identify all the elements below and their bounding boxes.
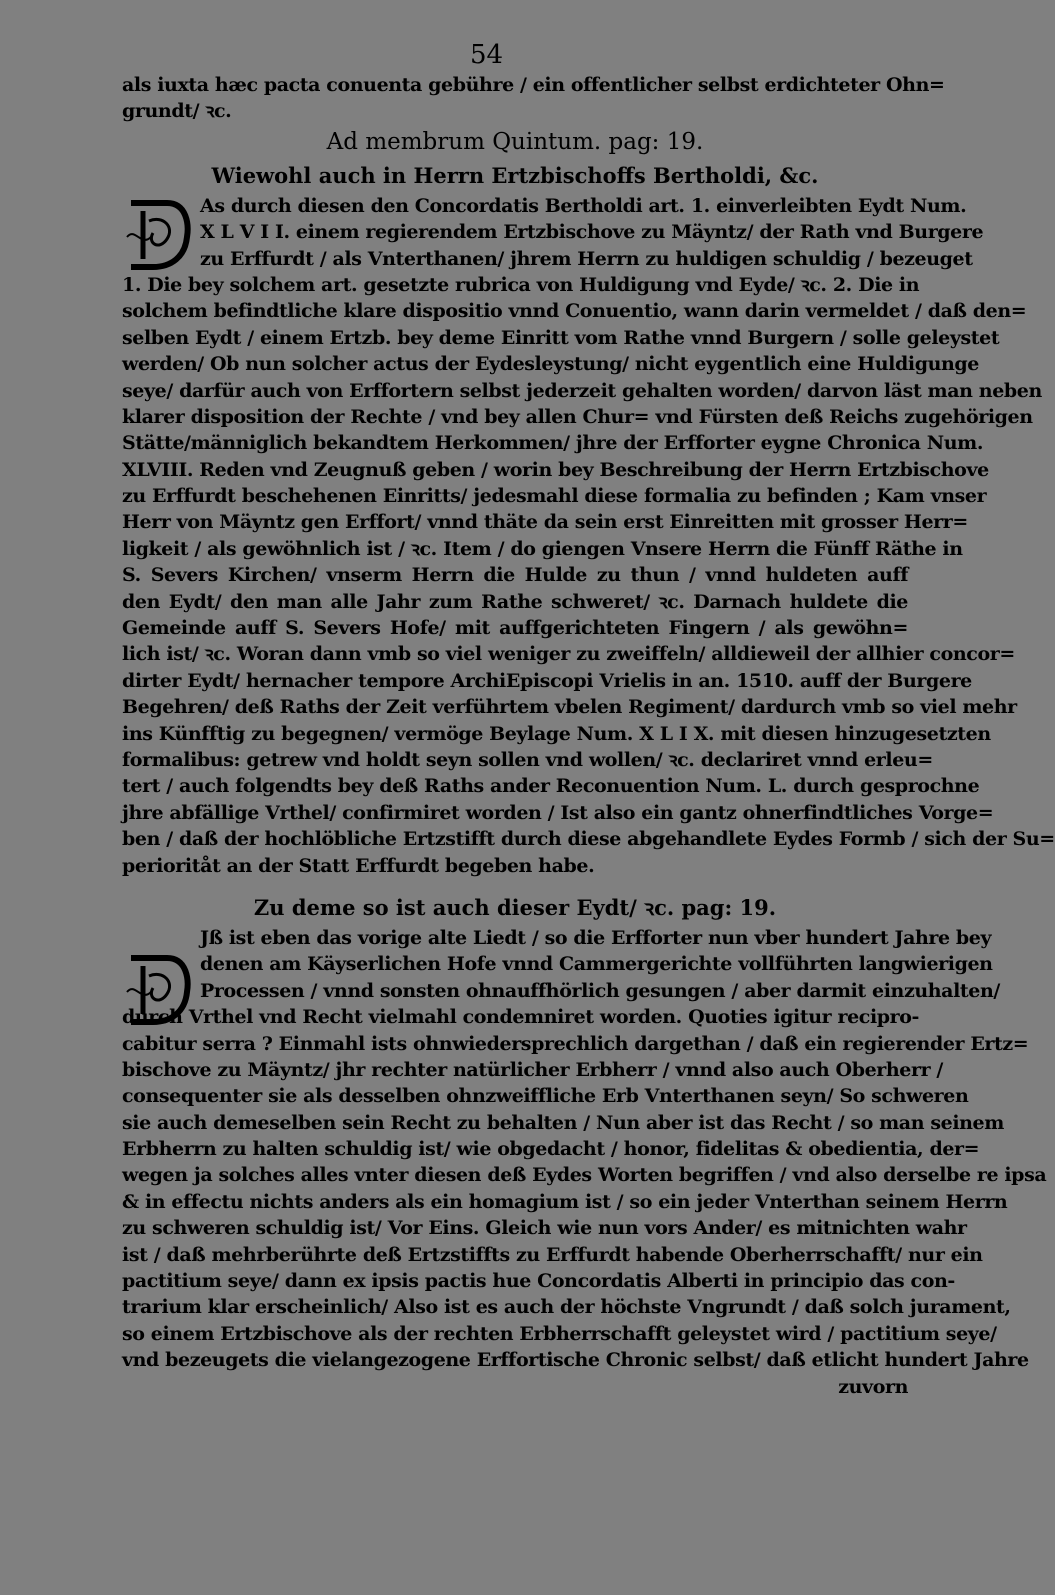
text-line: bischove zu Mäyntz/ jhr rechter natürlicher Erbherr / vnnd also auch Oberherr / [122, 1058, 943, 1081]
text-line: Processen / vnnd sonsten ohnauffhörlich gesungen / aber darmit einzuhalten/ [200, 979, 1000, 1002]
page-number: 54 [470, 40, 504, 70]
text-line: so einem Ertzbischove als der rechten Erbherrschafft geleystet wird / pactitium seye/ [122, 1322, 997, 1345]
text-line: & in effectu nichts anders als ein homagium ist / so ein jeder Vnterthan seinem Herrn [122, 1190, 1008, 1213]
text-line: consequenter sie als desselben ohnzweiffliche Erb Vnterthanen seyn/ So schweren [122, 1085, 969, 1108]
text-line: cabitur serra ? Einmahl ists ohnwiedersprechlich dargethan / daß ein regierender Ertz= [122, 1032, 1029, 1055]
text-line: lich ist/ ꝛc. Woran dann vmb so viel weniger zu zweiffeln/ alldieweil der allhier concor= [122, 643, 1015, 666]
text-body [122, 72, 1055, 1400]
text-line: Erbherrn zu halten schuldig ist/ wie obgedacht / honor, fidelitas & obedientia, der= [122, 1138, 980, 1161]
catchword: zuvorn [838, 1375, 908, 1398]
text-line: tert / auch folgendts bey deß Raths ander Reconuention Num. L. durch gesprochne [122, 775, 980, 798]
text-line: Begehren/ deß Raths der Zeit verführtem vbelen Regiment/ dardurch vmb so viel mehr [122, 696, 1017, 719]
text-line: pactitium seye/ dann ex ipsis pactis hue Concordatis Alberti in principio das con- [122, 1270, 955, 1293]
text-line: durch Vrthel vnd Recht vielmahl condemniret worden. Quoties igitur recipro- [122, 1006, 920, 1029]
text-line: selben Eydt / einem Ertzb. bey deme Einritt vom Rathe vnnd Burgern / solle geleystet [122, 326, 1000, 349]
text-line: perioritåt an der Statt Erffurdt begeben habe. [122, 854, 595, 877]
text-line: als iuxta hæc pacta conuenta gebühre / ein offentlicher selbst erdichteter Ohn= [122, 74, 945, 96]
text-line: X L V I I. einem regierendem Ertzbischove zu Mäyntz/ der Rath vnd Burgere [200, 221, 984, 244]
text-line: S. Severs Kirchen/ vnserm Herrn die Hulde zu thun / vnnd huldeten auff [122, 564, 908, 587]
text-line: den Eydt/ den man alle Jahr zum Rathe schweret/ ꝛc. Darnach huldete die [122, 590, 908, 613]
text-line: Gemeinde auff S. Severs Hofe/ mit auffgerichteten Fingern / als gewöhn= [122, 617, 908, 640]
text-line: jhre abfällige Vrthel/ confirmiret worden / Ist also ein gantz ohnerfindtliches Vorge= [122, 801, 994, 824]
text-line: seye/ darfür auch von Erffortern selbst jederzeit gehalten worden/ darvon läst man neben [122, 379, 1042, 402]
text-line: As durch diesen den Concordatis Bertholdi art. 1. einverleibten Eydt Num. [200, 194, 967, 217]
text-line: zu schweren schuldig ist/ Vor Eins. Gleich wie nun vors Ander/ es mitnichten wahr [122, 1217, 967, 1240]
text-line: sie auch demeselben sein Recht zu behalten / Nun aber ist das Recht / so man seinem [122, 1111, 1004, 1134]
text-line: werden/ Ob nun solcher actus der Eydesleystung/ nicht eygentlich eine Huldigunge [122, 353, 979, 376]
text-line: zu Erffurdt beschehenen Einritts/ jedesmahl diese formalia zu befinden ; Kam vnser [122, 485, 987, 508]
text-line: ligkeit / als gewöhnlich ist / ꝛc. Item / do giengen Vnsere Herrn die Fünff Räthe in [122, 537, 963, 560]
text-line: 1. Die bey solchem art. gesetzte rubrica von Huldigung vnd Eyde/ ꝛc. 2. Die in [122, 273, 920, 296]
text-line: dirter Eydt/ hernacher tempore ArchiEpiscopi Vrielis in an. 1510. auff der Burgere [122, 669, 972, 692]
text-line: ins Künfftig zu begegnen/ vermöge Beylage Num. X L I X. mit diesen hinzugesetzten [122, 722, 991, 745]
section-subheading: Zu deme so ist auch dieser Eydt/ ꝛc. pag: 19. [253, 894, 777, 920]
text-line: grundt/ ꝛc. [122, 100, 232, 123]
text-line: solchem befindtliche klare dispositio vnnd Conuentio, wann darin vermeldet / daß den= [122, 300, 1027, 323]
text-line: vnd bezeugets die vielangezogene Erffortische Chronic selbst/ daß etlicht hundert Jahre [122, 1349, 1029, 1372]
text-line: klarer disposition der Rechte / vnd bey allen Chur= vnd Fürsten deß Reichs zugehörigen [122, 405, 1033, 428]
text-line: zu Erffurdt / als Vnterthanen/ jhrem Herrn zu huldigen schuldig / bezeuget [200, 247, 973, 270]
section-heading: Ad membrum Quintum. pag: 19. [326, 128, 704, 155]
text-line: ben / daß der hochlöbliche Ertzstifft durch diese abgehandlete Eydes Formb / sich der Su= [122, 828, 1055, 851]
text-line: ist / daß mehrberührte deß Ertzstiffts zu Erffurdt habende Oberherrschafft/ nur ein [122, 1243, 983, 1266]
text-line: XLVIII. Reden vnd Zeugnuß geben / worin bey Beschreibung der Herrn Ertzbischove [122, 458, 989, 481]
section-subheading: Wiewohl auch in Herrn Ertzbischoffs Bertholdi, &c. [211, 162, 819, 188]
text-line: Jß ist eben das vorige alte Liedt / so die Erfforter nun vber hundert Jahre bey [200, 926, 992, 949]
text-line: wegen ja solches alles vnter diesen deß Eydes Worten begriffen / vnd also derselbe re ipsa [122, 1164, 1047, 1187]
text-line: trarium klar erscheinlich/ Also ist es auch der höchste Vngrundt / daß solch jurament, [122, 1296, 1011, 1319]
text-line: Stätte/männiglich bekandtem Herkommen/ jhre der Erfforter eygne Chronica Num. [122, 432, 984, 455]
text-line: Herr von Mäyntz gen Erffort/ vnnd thäte da sein erst Einreitten mit grosser Herr= [122, 511, 968, 534]
text-line: formalibus: getrew vnd holdt seyn sollen vnd wollen/ ꝛc. declariret vnnd erleu= [122, 748, 933, 771]
text-line: denen am Käyserlichen Hofe vnnd Cammergerichte vollführten langwierigen [200, 953, 993, 976]
